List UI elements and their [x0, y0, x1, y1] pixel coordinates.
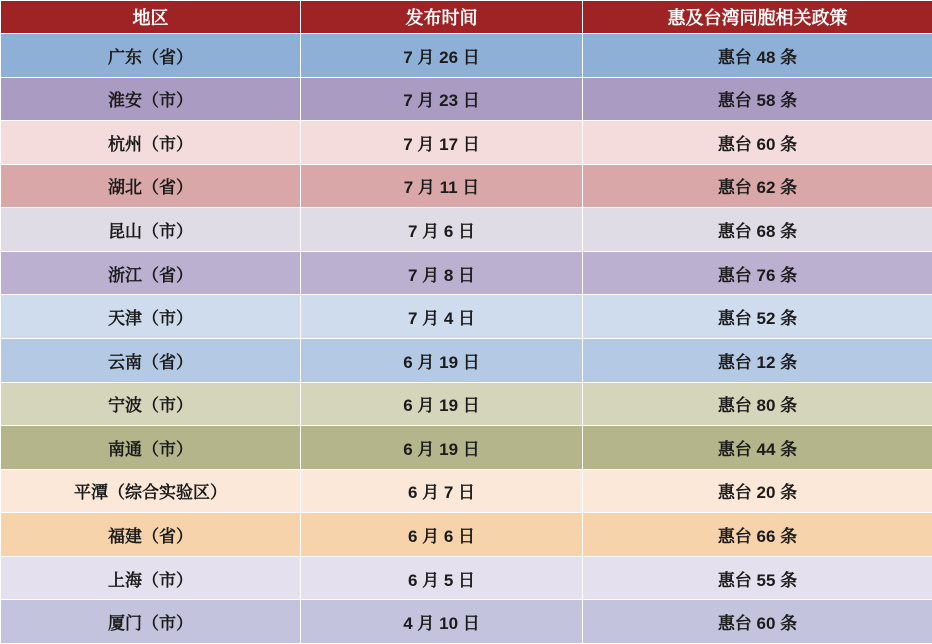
cell-region: 湖北（省） [1, 164, 301, 208]
cell-region: 平潭（综合实验区） [1, 469, 301, 513]
table-row [1, 513, 932, 557]
cell-policy: 惠台 44 条 [583, 426, 932, 470]
cell-date: 7 月 4 日 [301, 295, 583, 339]
table-header [1, 1, 932, 34]
table-body [1, 34, 932, 644]
cell-policy: 惠台 60 条 [583, 600, 932, 644]
table-row [1, 426, 932, 470]
cell-policy: 惠台 80 条 [583, 382, 932, 426]
table-header-row [1, 1, 932, 34]
cell-date: 7 月 23 日 [301, 77, 583, 121]
cell-policy: 惠台 55 条 [583, 556, 932, 600]
table-row [1, 600, 932, 644]
cell-region: 上海（市） [1, 556, 301, 600]
cell-region: 云南（省） [1, 338, 301, 382]
column-header-date: 发布时间 [301, 1, 583, 34]
cell-date: 7 月 17 日 [301, 121, 583, 165]
table-row [1, 34, 932, 78]
cell-policy: 惠台 60 条 [583, 121, 932, 165]
cell-date: 7 月 8 日 [301, 251, 583, 295]
cell-policy: 惠台 76 条 [583, 251, 932, 295]
table-row [1, 121, 932, 165]
cell-region: 福建（省） [1, 513, 301, 557]
cell-region: 昆山（市） [1, 208, 301, 252]
cell-date: 6 月 5 日 [301, 556, 583, 600]
table-row [1, 208, 932, 252]
cell-policy: 惠台 12 条 [583, 338, 932, 382]
table-row [1, 77, 932, 121]
cell-region: 杭州（市） [1, 121, 301, 165]
column-header-policy: 惠及台湾同胞相关政策 [583, 1, 932, 34]
cell-policy: 惠台 68 条 [583, 208, 932, 252]
cell-region: 南通（市） [1, 426, 301, 470]
table-row [1, 164, 932, 208]
cell-date: 7 月 6 日 [301, 208, 583, 252]
table-row [1, 338, 932, 382]
table-row [1, 295, 932, 339]
cell-date: 6 月 19 日 [301, 382, 583, 426]
table-row [1, 469, 932, 513]
table-row [1, 251, 932, 295]
cell-policy: 惠台 52 条 [583, 295, 932, 339]
cell-date: 6 月 6 日 [301, 513, 583, 557]
cell-date: 4 月 10 日 [301, 600, 583, 644]
cell-date: 6 月 7 日 [301, 469, 583, 513]
cell-date: 6 月 19 日 [301, 426, 583, 470]
cell-policy: 惠台 62 条 [583, 164, 932, 208]
cell-policy: 惠台 66 条 [583, 513, 932, 557]
table-row [1, 556, 932, 600]
cell-policy: 惠台 58 条 [583, 77, 932, 121]
cell-region: 淮安（市） [1, 77, 301, 121]
cell-date: 6 月 19 日 [301, 338, 583, 382]
cell-region: 浙江（省） [1, 251, 301, 295]
cell-region: 天津（市） [1, 295, 301, 339]
cell-region: 厦门（市） [1, 600, 301, 644]
column-header-region: 地区 [1, 1, 301, 34]
cell-policy: 惠台 48 条 [583, 34, 932, 78]
cell-policy: 惠台 20 条 [583, 469, 932, 513]
cell-date: 7 月 11 日 [301, 164, 583, 208]
table-row [1, 382, 932, 426]
cell-region: 宁波（市） [1, 382, 301, 426]
cell-date: 7 月 26 日 [301, 34, 583, 78]
cell-region: 广东（省） [1, 34, 301, 78]
